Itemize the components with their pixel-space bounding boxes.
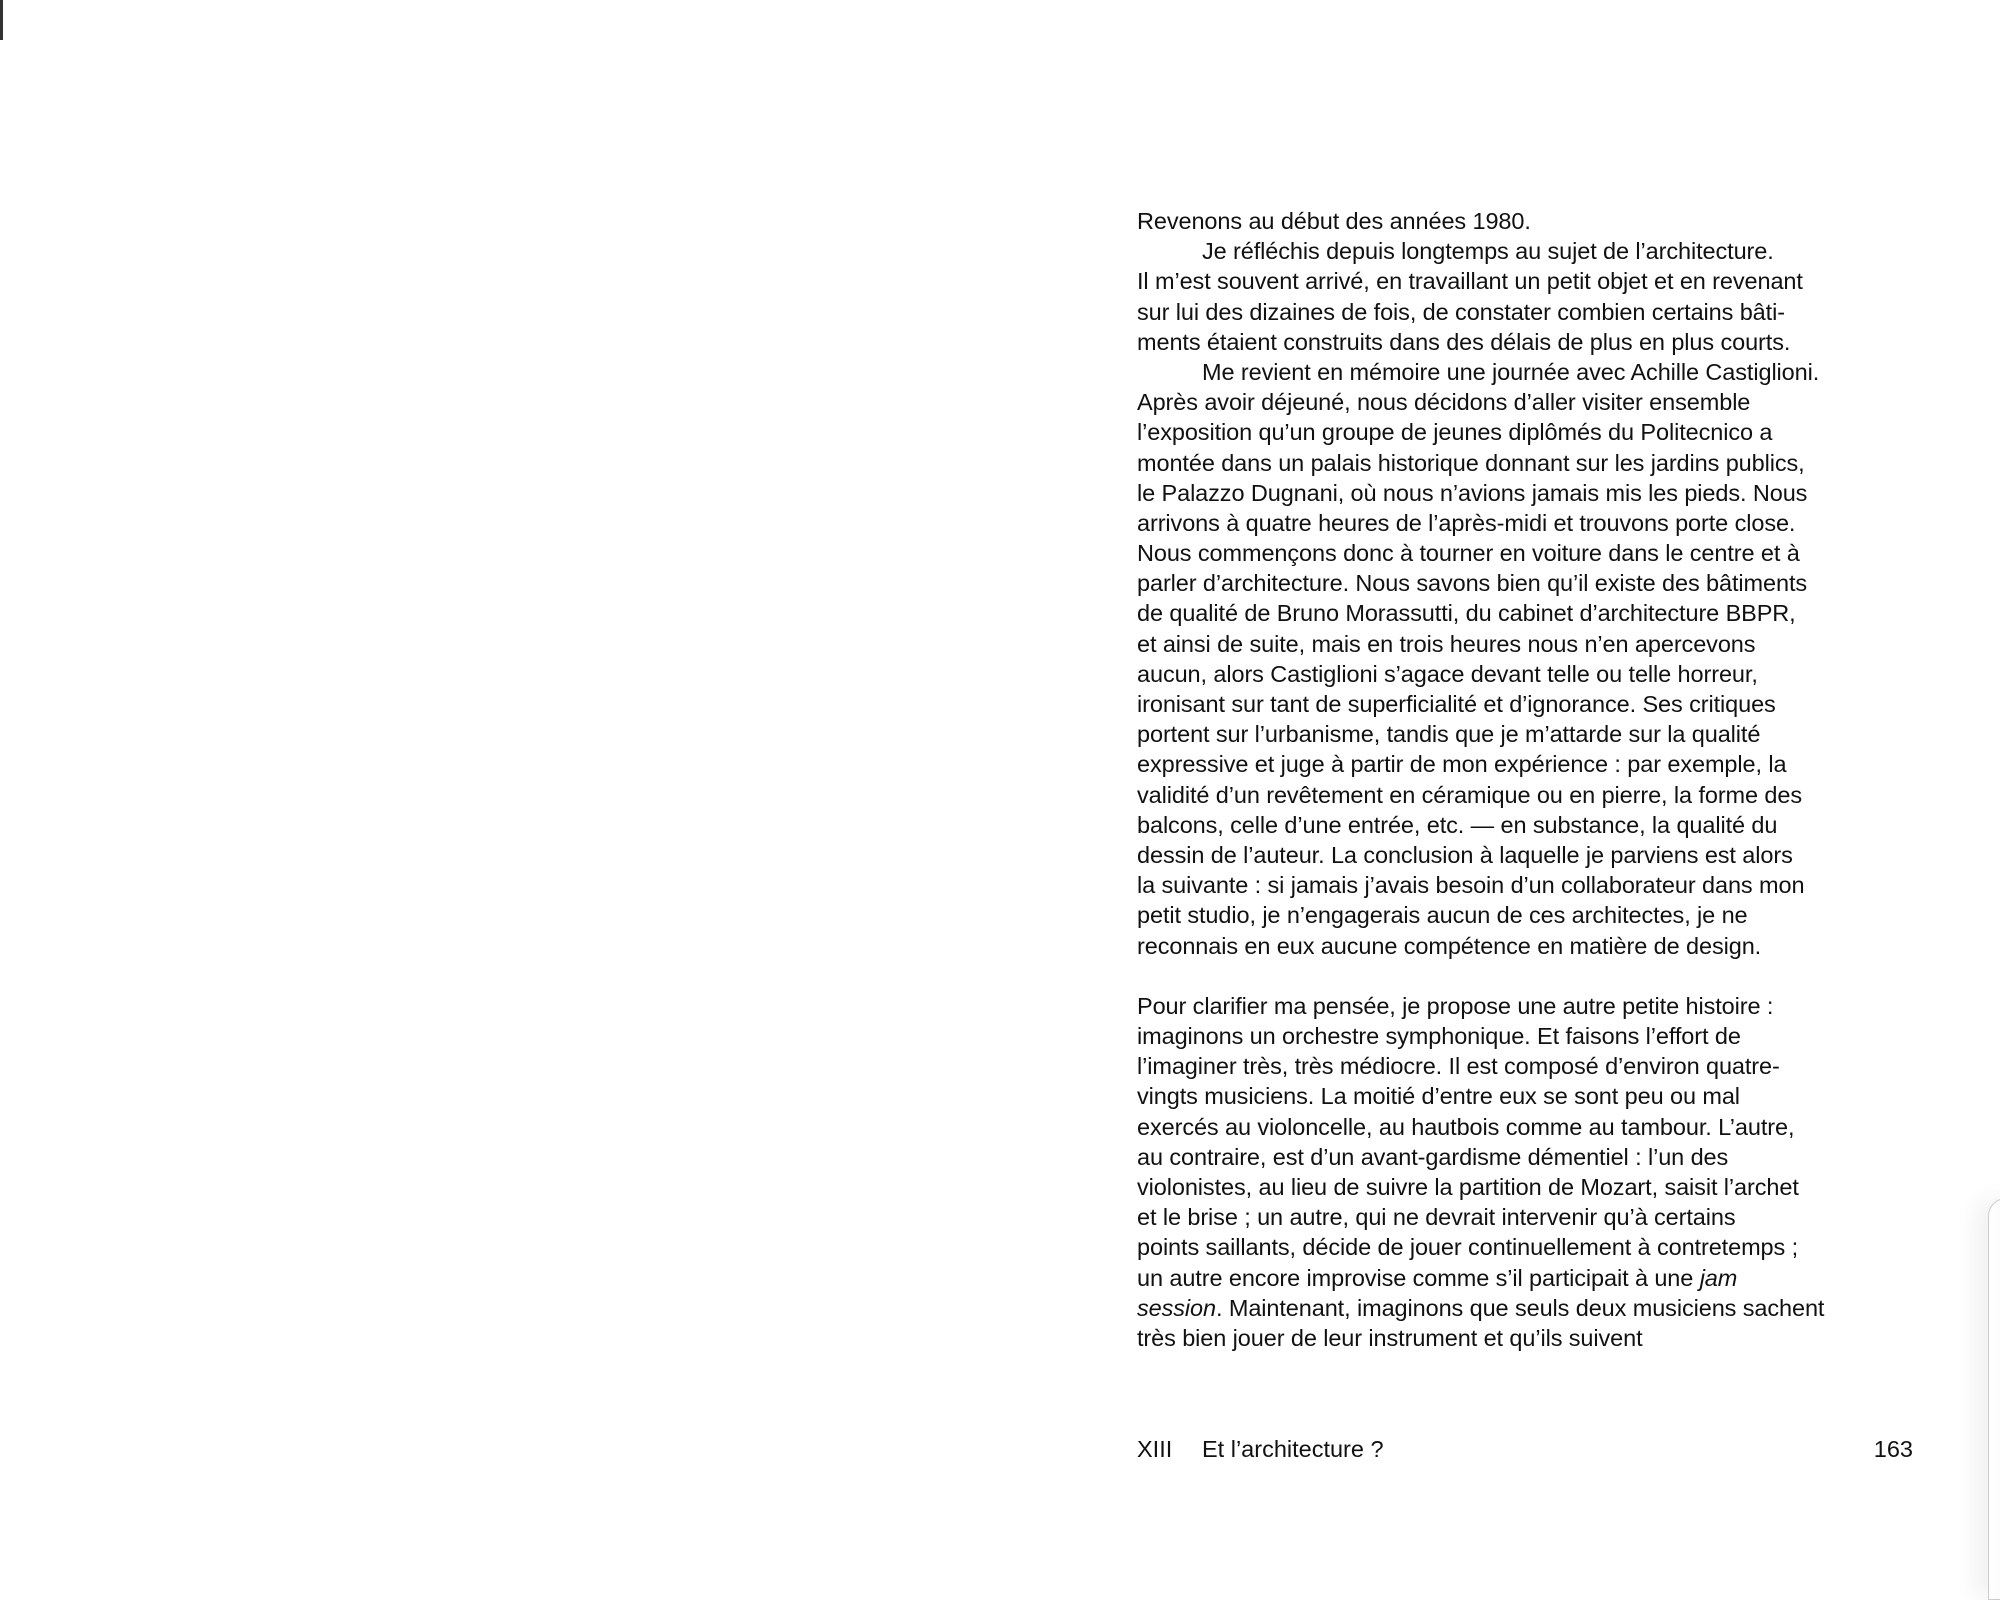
chapter-number: XIII	[1137, 1436, 1173, 1462]
paragraph-gap	[1137, 961, 1917, 991]
text-line: l’exposition qu’un groupe de jeunes diplômés du Politecnico a	[1137, 419, 1773, 446]
text-line: balcons, celle d’une entrée, etc. — en substance, la qualité du	[1137, 811, 1778, 838]
text-span: un autre encore improvise comme s’il participait à une	[1137, 1264, 1700, 1291]
text-line: sur lui des dizaines de fois, de constater combien certains bâti-	[1137, 298, 1785, 325]
text-line: le Palazzo Dugnani, où nous n’avions jamais mis les pieds. Nous	[1137, 479, 1808, 506]
chapter-title: Et l’architecture ?	[1202, 1436, 1384, 1462]
italic-term: session	[1137, 1294, 1216, 1321]
page-number: 163	[1873, 1436, 1913, 1462]
text-line: points saillants, décide de jouer continuellement à contretemps ;	[1137, 1234, 1799, 1261]
text-line: ments étaient construits dans des délais de plus en plus courts.	[1137, 328, 1791, 355]
text-line: arrivons à quatre heures de l’après-midi et trouvons porte close.	[1137, 509, 1796, 536]
italic-term: jam	[1699, 1264, 1738, 1291]
text-line: Je réfléchis depuis longtemps au sujet de l’architecture.	[1202, 238, 1774, 265]
text-line: vingts musiciens. La moitié d’entre eux se sont peu ou mal	[1137, 1083, 1740, 1110]
text-line: Me revient en mémoire une journée avec Achille Castiglioni.	[1202, 358, 1820, 385]
text-line: imaginons un orchestre symphonique. Et faisons l’effort de	[1137, 1023, 1741, 1050]
text-line: Pour clarifier ma pensée, je propose une autre petite histoire :	[1137, 992, 1774, 1019]
text-line: portent sur l’urbanisme, tandis que je m’attarde sur la qualité	[1137, 721, 1761, 748]
text-line: expressive et juge à partir de mon expérience : par exemple, la	[1137, 751, 1787, 778]
text-line: l’imaginer très, très médiocre. Il est composé d’environ quatre-	[1137, 1053, 1780, 1080]
text-line: exercés au violoncelle, au hautbois comme au tambour. L’autre,	[1137, 1113, 1795, 1140]
text-line: validité d’un revêtement en céramique ou en pierre, la forme des	[1137, 781, 1803, 808]
text-line: montée dans un palais historique donnant sur les jardins publics,	[1137, 449, 1805, 476]
text-line: dessin de l’auteur. La conclusion à laquelle je parviens est alors	[1137, 841, 1793, 868]
text-line: Après avoir déjeuné, nous décidons d’aller visiter ensemble	[1137, 389, 1751, 416]
text-line: petit studio, je n’engagerais aucun de ces architectes, je ne	[1137, 902, 1748, 929]
text-line: parler d’architecture. Nous savons bien qu’il existe des bâtiments	[1137, 570, 1808, 597]
text-line: Revenons au début des années 1980.	[1137, 208, 1531, 234]
text-line: Nous commençons donc à tourner en voiture dans le centre et à	[1137, 540, 1800, 567]
text-line: au contraire, est d’un avant-gardisme démentiel : l’un des	[1137, 1143, 1729, 1170]
text-line: très bien jouer de leur instrument et qu’ils suivent	[1137, 1324, 1643, 1351]
text-line: aucun, alors Castiglioni s’agace devant telle ou telle horreur,	[1137, 660, 1758, 687]
text-line: de qualité de Bruno Morassutti, du cabinet d’architecture BBPR,	[1137, 600, 1796, 627]
text-line: et le brise ; un autre, qui ne devrait intervenir qu’à certains	[1137, 1204, 1736, 1231]
body-text	[1137, 206, 1917, 1353]
text-span: . Maintenant, imaginons que seuls deux musiciens sachent	[1215, 1294, 1825, 1321]
side-panel-handle[interactable]	[1988, 1198, 2000, 1600]
text-line	[1137, 1293, 1917, 1323]
text-line: ironisant sur tant de superficialité et d’ignorance. Ses critiques	[1137, 691, 1776, 717]
text-line: et ainsi de suite, mais en trois heures nous n’en apercevons	[1137, 630, 1756, 657]
text-line: violonistes, au lieu de suivre la partition de Mozart, saisit l’archet	[1137, 1174, 1799, 1200]
text-line: Il m’est souvent arrivé, en travaillant un petit objet et en revenant	[1137, 268, 1803, 295]
text-line	[1137, 1263, 1917, 1293]
text-line: la suivante : si jamais j’avais besoin d’un collaborateur dans mon	[1137, 872, 1805, 899]
window-edge	[0, 0, 3, 40]
text-line: reconnais en eux aucune compétence en matière de design.	[1137, 932, 1762, 959]
